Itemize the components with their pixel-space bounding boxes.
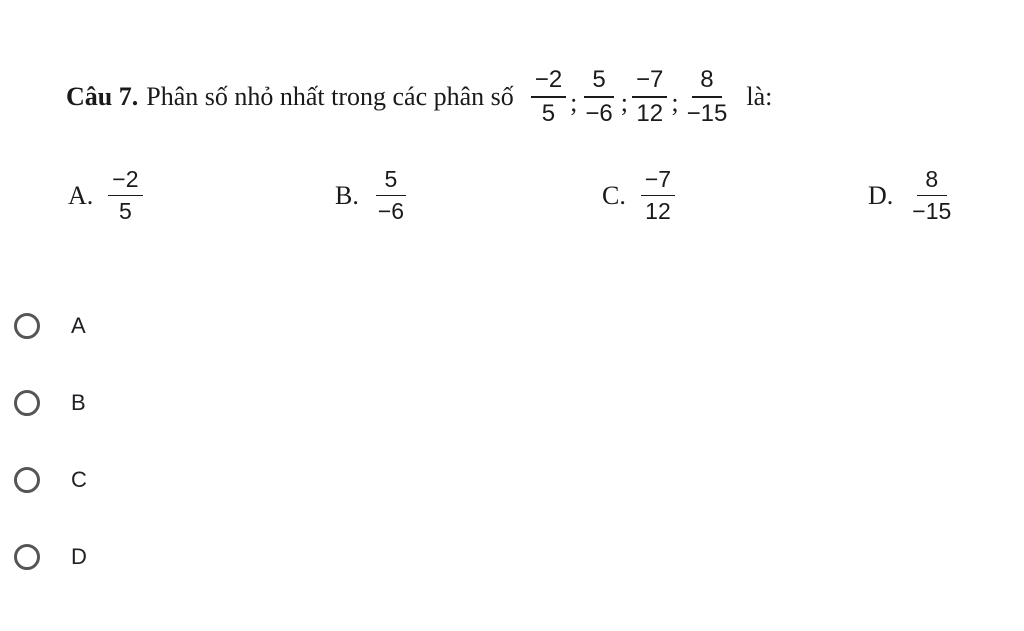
choice-letter: C.: [602, 180, 626, 210]
fraction: [629, 68, 670, 126]
fraction-numerator: 8: [917, 168, 947, 196]
fraction-numerator: −2: [531, 68, 566, 98]
choice-a: [68, 168, 146, 223]
radio-option-d[interactable]: [14, 537, 87, 577]
fraction-denominator: −6: [585, 100, 613, 127]
fraction-list: [528, 68, 735, 126]
fraction-separator: ;: [620, 88, 629, 117]
choice-letter: A.: [68, 180, 94, 210]
choice-fraction: [371, 168, 411, 223]
radio-option-label[interactable]: B: [71, 390, 86, 415]
choice-letter: D.: [868, 180, 894, 210]
fraction-numerator: 5: [376, 168, 406, 196]
radio-option-label[interactable]: A: [71, 313, 86, 338]
question-text: Phân số nhỏ nhất trong các phân số: [146, 82, 514, 111]
radio-button[interactable]: [14, 390, 40, 416]
choice-fraction: [905, 168, 958, 223]
fraction-denominator: −15: [912, 198, 952, 224]
question-suffix: là:: [746, 82, 773, 111]
fraction-numerator: 8: [692, 68, 722, 98]
choice-letter: B.: [335, 180, 359, 210]
radio-button[interactable]: [14, 313, 40, 339]
radio-option-b[interactable]: [14, 383, 86, 423]
radio-button[interactable]: [14, 544, 40, 570]
question-number: Câu 7.: [66, 82, 139, 111]
radio-option-c[interactable]: [14, 460, 87, 500]
fraction-numerator: −7: [641, 168, 675, 196]
fraction: [578, 68, 619, 126]
fraction-numerator: 5: [584, 68, 614, 98]
radio-option-label[interactable]: D: [71, 544, 87, 569]
fraction-numerator: −2: [108, 168, 142, 196]
choice-fraction: [105, 168, 145, 223]
fraction-numerator: −7: [632, 68, 667, 98]
fraction-denominator: 5: [541, 100, 556, 127]
question-statement: [66, 52, 996, 142]
choice-b: [335, 168, 411, 223]
choice-fraction: [638, 168, 678, 223]
fraction-denominator: −15: [686, 100, 728, 127]
fraction-separator: ;: [570, 88, 578, 117]
radio-button[interactable]: [14, 467, 40, 493]
answer-choices: [0, 168, 1024, 248]
fraction-separator: ;: [671, 88, 679, 117]
fraction-denominator: 12: [636, 100, 664, 127]
fraction-denominator: 5: [119, 198, 132, 224]
fraction-denominator: −6: [377, 198, 405, 224]
fraction: [680, 68, 735, 126]
choice-d: [868, 168, 958, 223]
choice-c: [602, 168, 678, 223]
radio-option-a[interactable]: [14, 306, 86, 346]
fraction: [528, 68, 569, 126]
fraction-denominator: 12: [645, 198, 671, 224]
radio-option-label[interactable]: C: [71, 467, 87, 492]
